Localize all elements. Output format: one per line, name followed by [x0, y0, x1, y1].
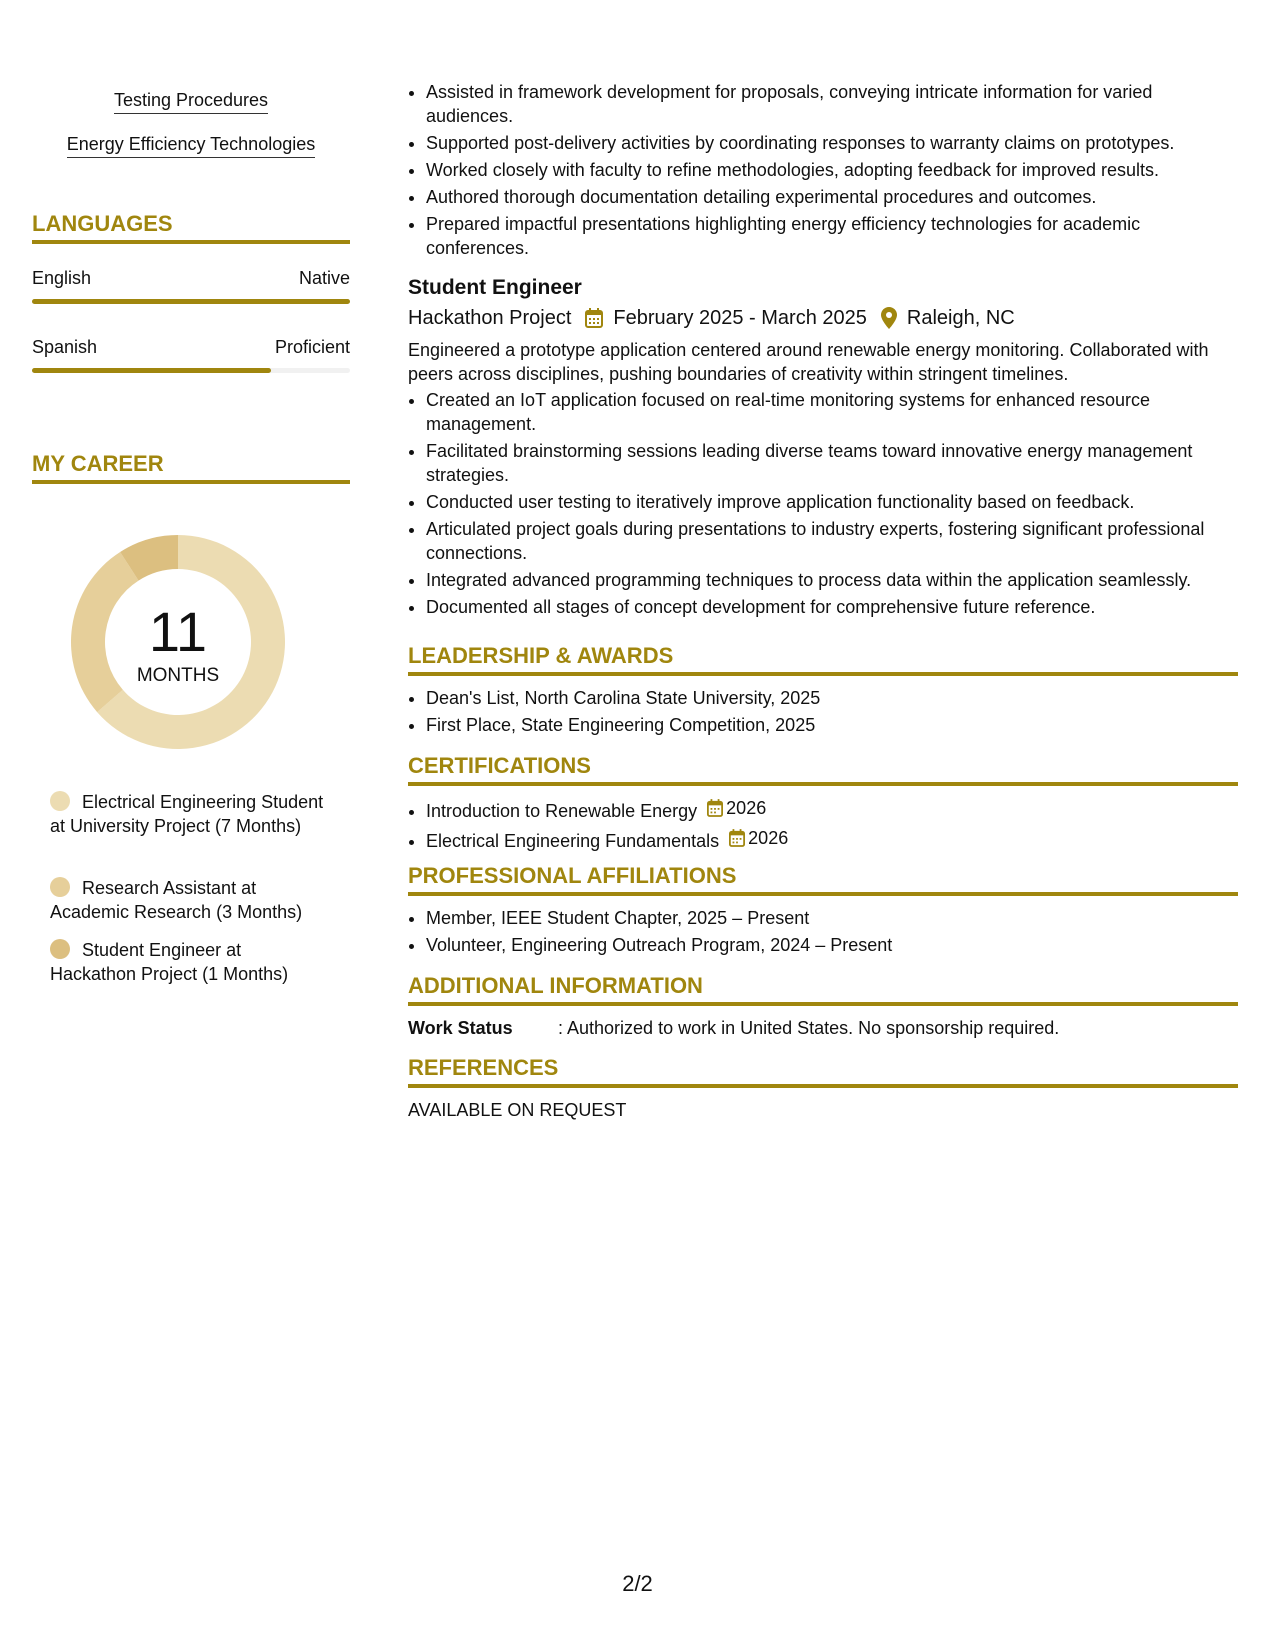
calendar-icon	[585, 308, 603, 328]
career-donut-chart	[66, 530, 290, 754]
bullet-item: • Created an IoT application focused on real-time monitoring systems for enhanced resource management.	[426, 388, 1238, 436]
info-value: : Authorized to work in United States. No sponsorship required.	[558, 1018, 1060, 1038]
info-label: Work Status	[408, 1018, 513, 1038]
bullet-item: • Worked closely with faculty to refine methodologies, adopting feedback for improved results.	[426, 158, 1238, 182]
language-bar	[32, 299, 350, 304]
job-entry	[408, 274, 1238, 622]
bullet-item: • Authored thorough documentation detailing experimental procedures and outcomes.	[426, 185, 1238, 209]
section-heading: PROFESSIONAL AFFILIATIONS	[408, 862, 1238, 896]
language-name: English	[32, 268, 92, 288]
previous-job-bullets	[408, 80, 1238, 263]
job-location: Raleigh, NC	[906, 307, 1015, 329]
page-number: 2/2	[622, 1571, 653, 1596]
bullet-item: • Facilitated brainstorming sessions leading diverse teams toward innovative energy management strategies.	[426, 439, 1238, 487]
language-name: Spanish	[32, 337, 98, 357]
section-heading: CERTIFICATIONS	[408, 752, 1238, 786]
language-row	[32, 335, 350, 359]
section-heading: REFERENCES	[408, 1054, 1238, 1088]
legend-dot	[50, 877, 70, 897]
bullet-item: • Volunteer, Engineering Outreach Program, 2024 – Present	[426, 933, 1238, 957]
location-pin-icon	[881, 307, 897, 329]
references-section	[408, 1054, 1238, 1122]
bullet-item: • Member, IEEE Student Chapter, 2025 – Present	[426, 906, 1238, 930]
calendar-icon	[729, 829, 745, 847]
job-meta	[408, 304, 1238, 332]
certification-item: • Introduction to Renewable Energy 2026	[426, 796, 1238, 823]
calendar-icon	[707, 799, 723, 817]
career-legend-item: Research Assistant at Academic Research (3 Months)	[50, 878, 303, 922]
language-bar-fill	[32, 299, 350, 304]
additional-info-section	[408, 972, 1238, 1040]
career-unit: MONTHS	[136, 665, 220, 686]
leadership-section	[408, 642, 1238, 740]
bullet-item: • Prepared impactful presentations highlighting energy efficiency technologies for academic conferences.	[426, 212, 1238, 260]
legend-dot	[50, 791, 70, 811]
job-summary: Engineered a prototype application centered around renewable energy monitoring. Collaborated with peers across disciplines, pushing boundaries of creativity within stringent timelines.	[408, 340, 1209, 384]
references-text: AVAILABLE ON REQUEST	[408, 1100, 627, 1120]
bullet-item: • Integrated advanced programming techniques to process data within the application seamlessly.	[426, 568, 1238, 592]
legend-dot	[50, 939, 70, 959]
affiliations-section	[408, 862, 1238, 960]
language-bar	[32, 368, 350, 373]
job-bullets	[408, 388, 1238, 619]
bullet-item: • Conducted user testing to iteratively improve application functionality based on feedback.	[426, 490, 1238, 514]
job-title: Student Engineer	[408, 276, 582, 299]
bullet-item: • Supported post-delivery activities by coordinating responses to warranty claims on prototypes.	[426, 131, 1238, 155]
bullet-item: • Documented all stages of concept development for comprehensive future reference.	[426, 595, 1238, 619]
section-heading: ADDITIONAL INFORMATION	[408, 972, 1238, 1006]
job-dates: February 2025 - March 2025	[613, 307, 867, 329]
job-company: Hackathon Project	[408, 307, 572, 329]
bullet-item: • First Place, State Engineering Competition, 2025	[426, 713, 1238, 737]
languages-heading: LANGUAGES	[32, 210, 350, 244]
language-row	[32, 266, 350, 290]
language-bar-fill	[32, 368, 271, 373]
bullet-item: • Dean's List, North Carolina State University, 2025	[426, 686, 1238, 710]
language-level: Native	[298, 268, 350, 288]
skill-tag: Energy Efficiency Technologies	[32, 132, 350, 156]
skill-tag: Testing Procedures	[32, 88, 350, 112]
career-legend-item: Electrical Engineering Student at University Project (7 Months)	[50, 792, 324, 836]
career-legend-item: Student Engineer at Hackathon Project (1 Months)	[50, 940, 289, 984]
work-status-row	[408, 1016, 1238, 1040]
career-heading: MY CAREER	[32, 450, 350, 484]
language-level: Proficient	[274, 337, 350, 357]
certifications-section	[408, 752, 1238, 856]
career-total: 11	[148, 600, 208, 663]
bullet-item: • Articulated project goals during presentations to industry experts, fostering significant professional connections.	[426, 517, 1238, 565]
certification-item: • Electrical Engineering Fundamentals 2026	[426, 826, 1238, 853]
bullet-item: • Assisted in framework development for proposals, conveying intricate information for varied audiences.	[426, 80, 1238, 128]
section-heading: LEADERSHIP & AWARDS	[408, 642, 1238, 676]
